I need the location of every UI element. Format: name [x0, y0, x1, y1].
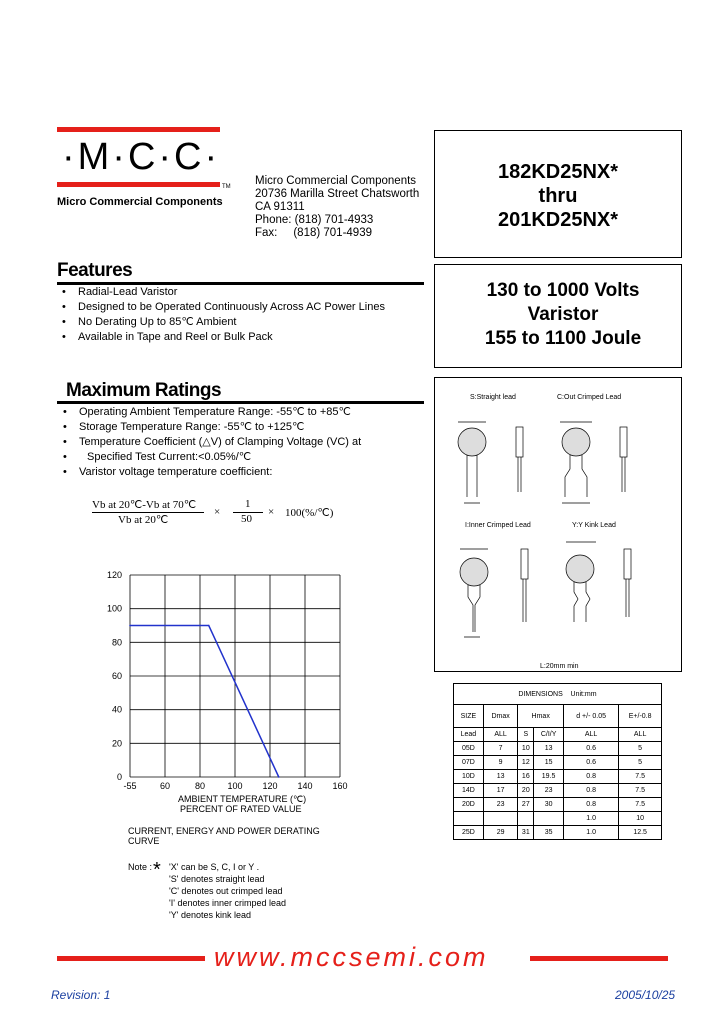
max-ratings-title: Maximum Ratings	[66, 380, 222, 401]
note-line: 'Y' denotes kink lead	[169, 910, 251, 920]
table-row	[454, 826, 662, 840]
rating-item: • Temperature Coefficient (△V) of Clamping Voltage (VC) at	[57, 435, 361, 450]
table-cell	[518, 812, 534, 826]
table-cell: 7.5	[619, 770, 662, 784]
table-cell: 15	[534, 756, 564, 770]
dim-subheader-cell: Lead	[454, 728, 484, 742]
table-cell: 5	[619, 742, 662, 756]
table-row	[454, 784, 662, 798]
address-line: CA 91311	[255, 201, 305, 213]
dim-subheader-cell: S	[518, 728, 534, 742]
table-row	[454, 770, 662, 784]
derating-chart	[100, 565, 360, 795]
table-cell	[534, 812, 564, 826]
rating-item: • Varistor voltage temperature coefficient:	[57, 465, 361, 480]
data-point	[278, 776, 280, 778]
table-row	[454, 812, 662, 826]
spec-line: Varistor	[527, 304, 599, 325]
address-line: Micro Commercial Components	[255, 175, 417, 187]
kink-lead-drawing	[566, 542, 631, 622]
y-tick-label: 0	[116, 772, 122, 782]
y-tick-label: 60	[111, 671, 122, 681]
table-cell: 10D	[454, 770, 484, 784]
diagram-label-kink: Y:Y Kink Lead	[572, 522, 616, 529]
address-line: 20736 Marilla Street Chatsworth	[255, 188, 420, 200]
table-cell: 7.5	[619, 784, 662, 798]
features-title: Features	[57, 260, 133, 281]
chart-title: CURRENT, ENERGY AND POWER DERATING CURVE	[128, 826, 320, 846]
table-cell: 10	[619, 812, 662, 826]
table-cell: 12.5	[619, 826, 662, 840]
lead-diagrams-drawing	[434, 377, 680, 667]
spec-line: 130 to 1000 Volts	[486, 280, 640, 301]
dim-subheader-cell: ALL	[483, 728, 518, 742]
diagram-label-inner-crimped: I:Inner Crimped Lead	[465, 522, 531, 529]
part-number-line: 182KD25NX*	[497, 161, 619, 183]
table-cell: 1.0	[563, 812, 618, 826]
chart-xlabel: AMBIENT TEMPERATURE (℃)	[178, 794, 307, 804]
out-crimped-lead-drawing	[560, 422, 627, 503]
formula-frac2-num: 1	[245, 498, 251, 510]
table-row	[454, 742, 662, 756]
spec-line: 155 to 1100 Joule	[484, 328, 642, 349]
formula-denominator: Vb at 20℃	[118, 514, 169, 526]
table-cell: 31	[518, 826, 534, 840]
dim-header-cell: Hmax	[518, 705, 564, 728]
x-tick-label: 60	[159, 781, 171, 791]
data-point	[129, 625, 131, 627]
table-cell	[454, 812, 484, 826]
table-cell: 1.0	[563, 826, 618, 840]
x-tick-label: 160	[332, 781, 348, 791]
spec-box	[434, 264, 682, 368]
derating-line	[130, 626, 279, 778]
dim-header-cell: d +/- 0.05	[563, 705, 618, 728]
table-cell: 13	[534, 742, 564, 756]
table-cell	[483, 812, 518, 826]
footer-bar-right	[530, 956, 668, 961]
table-cell: 7.5	[619, 798, 662, 812]
rating-item: • Specified Test Current:<0.05%/℃	[57, 450, 361, 465]
table-cell: 05D	[454, 742, 484, 756]
table-cell: 23	[534, 784, 564, 798]
table-cell: 9	[483, 756, 518, 770]
table-cell: 07D	[454, 756, 484, 770]
note-line: 'I' denotes inner crimped lead	[169, 898, 287, 908]
table-cell: 13	[483, 770, 518, 784]
dim-header-cell: E+/-0.8	[619, 705, 662, 728]
revision: Revision: 1	[51, 988, 111, 1002]
dim-subheader-cell: ALL	[563, 728, 618, 742]
note-line: 'X' can be S, C, I or Y .	[169, 862, 260, 872]
table-cell: 35	[534, 826, 564, 840]
dim-header-cell: Dmax	[483, 705, 518, 728]
y-tick-label: 20	[111, 738, 122, 749]
diagram-label-out-crimped: C:Out Crimped Lead	[557, 394, 622, 401]
note-star: *	[153, 859, 161, 881]
part-number-box	[434, 130, 682, 258]
formula-numerator: Vb at 20℃-Vb at 70℃	[92, 499, 197, 511]
table-cell: 5	[619, 756, 662, 770]
dimensions-unit: Unit:mm	[570, 690, 597, 698]
y-tick-label: 120	[106, 570, 122, 580]
chart-ylabel: PERCENT OF RATED VALUE	[180, 804, 302, 814]
table-cell: 10	[518, 742, 534, 756]
note-line: 'C' denotes out crimped lead	[169, 886, 283, 896]
table-cell: 16	[518, 770, 534, 784]
table-cell: 20D	[454, 798, 484, 812]
table-cell: 0.6	[563, 742, 618, 756]
formula-times: ×	[268, 506, 275, 518]
revision-date: 2005/10/25	[615, 988, 676, 1002]
max-ratings-list	[57, 405, 361, 480]
website-url[interactable]: www.mccsemi.com	[214, 942, 489, 972]
part-number-line: thru	[538, 185, 578, 207]
inner-crimped-lead-drawing	[460, 549, 528, 637]
table-cell: 0.8	[563, 798, 618, 812]
table-cell: 0.8	[563, 770, 618, 784]
table-cell: 17	[483, 784, 518, 798]
feature-item: • No Derating Up to 85℃ Ambient	[56, 315, 385, 330]
formula-times: ×	[214, 506, 221, 518]
max-ratings-underline	[57, 401, 424, 404]
table-cell: 25D	[454, 826, 484, 840]
note-line: 'S' denotes straight lead	[169, 874, 265, 884]
x-tick-label: -55	[123, 781, 137, 791]
table-cell: 30	[534, 798, 564, 812]
features-list	[56, 285, 385, 345]
rating-item: • Storage Temperature Range: -55℃ to +125℃	[57, 420, 361, 435]
table-cell: 20	[518, 784, 534, 798]
diagram-label-straight: S:Straight lead	[470, 394, 516, 401]
data-point	[208, 625, 210, 627]
company-name: Micro Commercial Components	[57, 196, 223, 208]
logo-bottom-bar	[57, 182, 220, 187]
footer-bar-left	[57, 956, 205, 961]
y-tick-label: 40	[111, 704, 122, 715]
feature-item: • Designed to be Operated Continuously Across AC Power Lines	[56, 300, 385, 315]
formula-frac2-den: 50	[241, 513, 252, 525]
x-tick-label: 120	[262, 781, 278, 791]
x-tick-label: 80	[194, 781, 206, 791]
table-cell: 29	[483, 826, 518, 840]
feature-item: • Radial-Lead Varistor	[56, 285, 385, 300]
table-cell: 19.5	[534, 770, 564, 784]
note-list	[169, 861, 286, 921]
table-cell: 0.6	[563, 756, 618, 770]
table-cell: 23	[483, 798, 518, 812]
straight-lead-drawing	[458, 422, 523, 503]
table-cell: 14D	[454, 784, 484, 798]
table-row	[454, 798, 662, 812]
lead-length-note: L:20mm min	[540, 663, 579, 670]
y-tick-label: 100	[106, 603, 122, 614]
dim-subheader-cell: C/I/Y	[534, 728, 564, 742]
table-cell: 12	[518, 756, 534, 770]
trademark: TM	[222, 184, 231, 190]
y-tick-label: 80	[111, 637, 122, 648]
address-line: Fax: (818) 701-4939	[255, 227, 372, 239]
mcc-logo: ·M·C·C·	[62, 136, 221, 178]
table-cell: 7	[483, 742, 518, 756]
formula-result: 100(%/℃)	[285, 507, 334, 519]
part-number-line: 201KD25NX*	[497, 209, 619, 231]
dimensions-table	[453, 683, 662, 840]
note-label: Note :	[128, 862, 153, 872]
address-line: Phone: (818) 701-4933	[255, 214, 374, 226]
table-cell: 27	[518, 798, 534, 812]
dim-subheader-cell: ALL	[619, 728, 662, 742]
logo-top-bar	[57, 127, 220, 132]
address-block	[255, 175, 419, 240]
table-row	[454, 756, 662, 770]
feature-item: • Available in Tape and Reel or Bulk Pack	[56, 330, 385, 345]
x-tick-label: 100	[227, 781, 243, 791]
rating-item: • Operating Ambient Temperature Range: -55℃ to +85℃	[57, 405, 361, 420]
dimensions-title: DIMENSIONS	[518, 690, 563, 698]
dim-header-cell: SIZE	[454, 705, 484, 728]
table-cell: 0.8	[563, 784, 618, 798]
x-tick-label: 140	[297, 781, 313, 791]
